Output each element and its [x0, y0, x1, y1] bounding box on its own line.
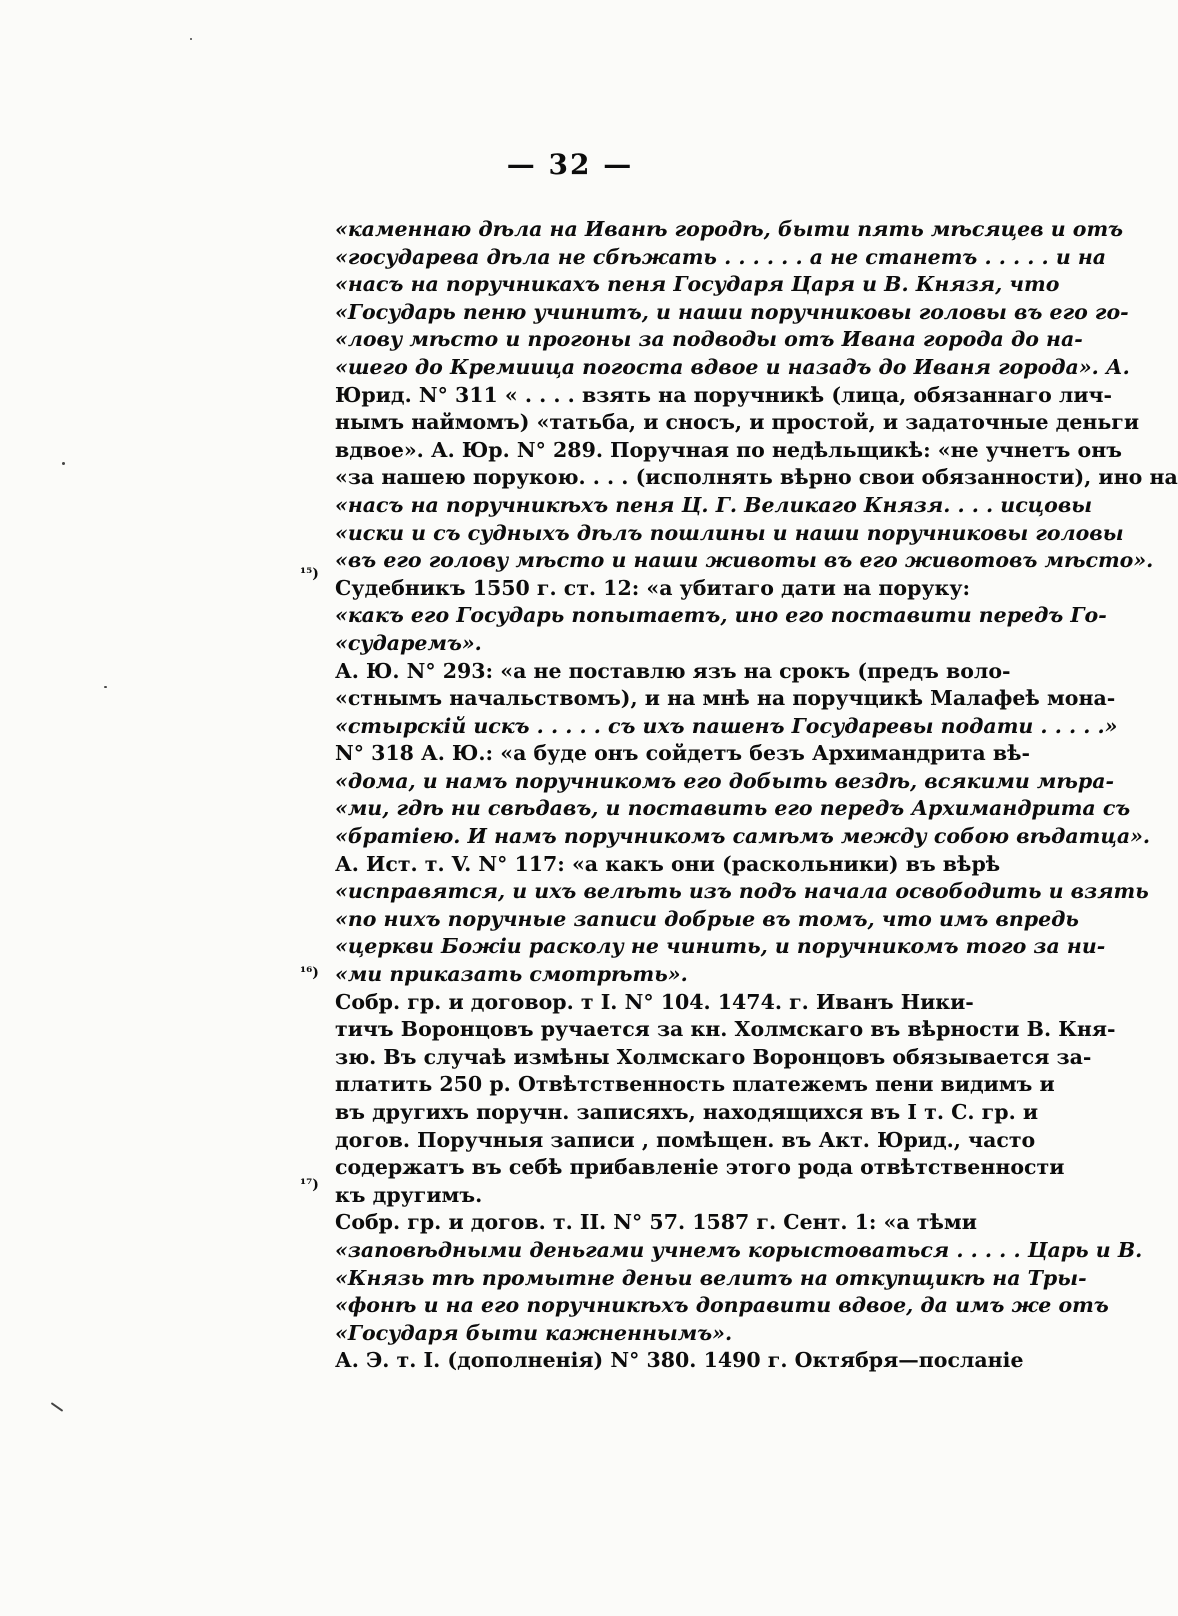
text-line: «сударемъ».	[335, 630, 482, 655]
text-line: «братіею. И намъ поручникомъ самѣмъ между собою вѣдатца».	[335, 824, 1151, 849]
text-line: «насъ на поручникахъ пеня Государя Царя и В. Князя, что	[335, 272, 1060, 297]
text-line: нымъ наймомъ) «татьба, и сносъ, и простой, и задаточные деньги	[335, 410, 1140, 435]
text-line: «исправятся, и ихъ велѣть изъ подъ начала освободить и взять	[335, 879, 1149, 904]
text-line: «фонѣ и на его поручникѣхъ доправити вдвое, да имъ же отъ	[335, 1293, 1109, 1318]
text-line: «за нашею порукою. . . . (исполнять вѣрно свои обязанности), ино на	[335, 465, 1178, 490]
scan-speck	[51, 1402, 64, 1412]
footnote-16-start: Собр. гр. и договор. т I. N° 104. 1474. г. Иванъ Ники-	[335, 989, 974, 1014]
text-line: «стырскій искъ . . . . . съ ихъ пашенъ Государевы подати . . . . .»	[335, 713, 1118, 738]
text-line: «Государя быти кажненнымъ».	[335, 1320, 733, 1345]
footnote-marker-16: ¹⁶)	[300, 965, 319, 981]
text-line: «каменнаю дѣла на Иванѣ городѣ, быти пять мѣсяцев и отъ	[335, 217, 1124, 241]
text-line: «ми, гдѣ ни свѣдавъ, и поставить его передъ Архимандрита съ	[335, 796, 1131, 821]
text-line: А. Э. т. I. (дополненія) N° 380. 1490 г. Октября—посланіе	[335, 1348, 1024, 1373]
text-line: догов. Поручныя записи , помѣщен. въ Акт. Юрид., часто	[335, 1127, 1036, 1152]
footnote-marker-17: ¹⁷)	[300, 1177, 319, 1193]
text-line: «какъ его Государь попытаетъ, ино его поставити передъ Го-	[335, 603, 1107, 628]
page-number: — 32 —	[506, 148, 634, 181]
text-line: къ другимъ.	[335, 1182, 483, 1207]
footnote-marker-15: ¹⁵)	[300, 566, 319, 582]
text-line: Юрид. N° 311 « . . . . взять на поручникѣ (лица, обязаннаго лич-	[335, 382, 1113, 407]
text-line: «лову мѣсто и прогоны за подводы отъ Ивана города до на-	[335, 327, 1083, 352]
scan-speck	[62, 462, 65, 465]
scan-speck	[190, 38, 192, 40]
text-line: N° 318 А. Ю.: «а буде онъ сойдетъ безъ Архимандрита вѣ-	[335, 741, 1030, 766]
scan-speck	[104, 686, 107, 688]
text-line: «дома, и намъ поручникомъ его добыть вездѣ, всякими мѣра-	[335, 768, 1115, 793]
text-line: «стнымъ начальствомъ), и на мнѣ на поручцикѣ Малафеѣ мона-	[335, 686, 1116, 711]
text-line: «Государь пеню учинитъ, и наши поручниковы головы въ его го-	[335, 299, 1129, 324]
text-line: тичъ Воронцовъ ручается за кн. Холмскаго въ вѣрности В. Кня-	[335, 1017, 1116, 1042]
text-line: «шего до Кремиица погоста вдвое и назадъ до Иваня города». А.	[335, 354, 1130, 379]
text-line: платить 250 р. Отвѣтственность платежемъ пени видимъ и	[335, 1072, 1055, 1097]
footnote-15-start: Судебникъ 1550 г. ст. 12: «а убитаго дати на поруку:	[335, 575, 971, 600]
text-line: «государева дѣла не сбѣжать . . . . . . а не станетъ . . . . . и на	[335, 244, 1107, 269]
text-line: «по нихъ поручные записи добрые въ томъ, что имъ впредь	[335, 906, 1079, 931]
text-line: А. Ю. N° 293: «а не поставлю язъ на срокъ (предъ воло-	[335, 658, 1011, 683]
footnote-17-start: Собр. гр. и догов. т. II. N° 57. 1587 г. Сент. 1: «а тѣми	[335, 1210, 977, 1235]
text-line: въ другихъ поручн. записяхъ, находящихся въ I т. С. гр. и	[335, 1100, 1039, 1124]
text-line: «ми приказать смотрѣть».	[335, 962, 688, 987]
text-line: «Князь тѣ промытне деньи велитъ на откупщикѣ на Тры-	[335, 1265, 1087, 1290]
text-line: «иски и съ судныхъ дѣлъ пошлины и наши поручниковы головы	[335, 520, 1124, 545]
text-line: «церкви Божіи расколу не чинить, и поручникомъ того за ни-	[335, 934, 1106, 959]
text-line: зю. Въ случаѣ измѣны Холмскаго Воронцовъ обязывается за-	[335, 1044, 1092, 1069]
body-text	[335, 216, 1178, 1375]
text-line: «въ его голову мѣсто и наши животы въ его животовъ мѣсто».	[335, 548, 1154, 573]
text-line: А. Ист. т. V. N° 117: «а какъ они (раскольники) въ вѣрѣ	[335, 851, 1001, 876]
text-line: «заповѣдными деньгами учнемъ корыстоваться . . . . . Царь и В.	[335, 1237, 1143, 1262]
text-line: содержатъ въ себѣ прибавленіе этого рода отвѣтственности	[335, 1155, 1065, 1180]
text-line: вдвое». А. Юр. N° 289. Поручная по недѣльщикѣ: «не учнетъ онъ	[335, 437, 1122, 462]
text-line: «насъ на поручникѣхъ пеня Ц. Г. Великаго Князя. . . . исцовы	[335, 492, 1093, 517]
